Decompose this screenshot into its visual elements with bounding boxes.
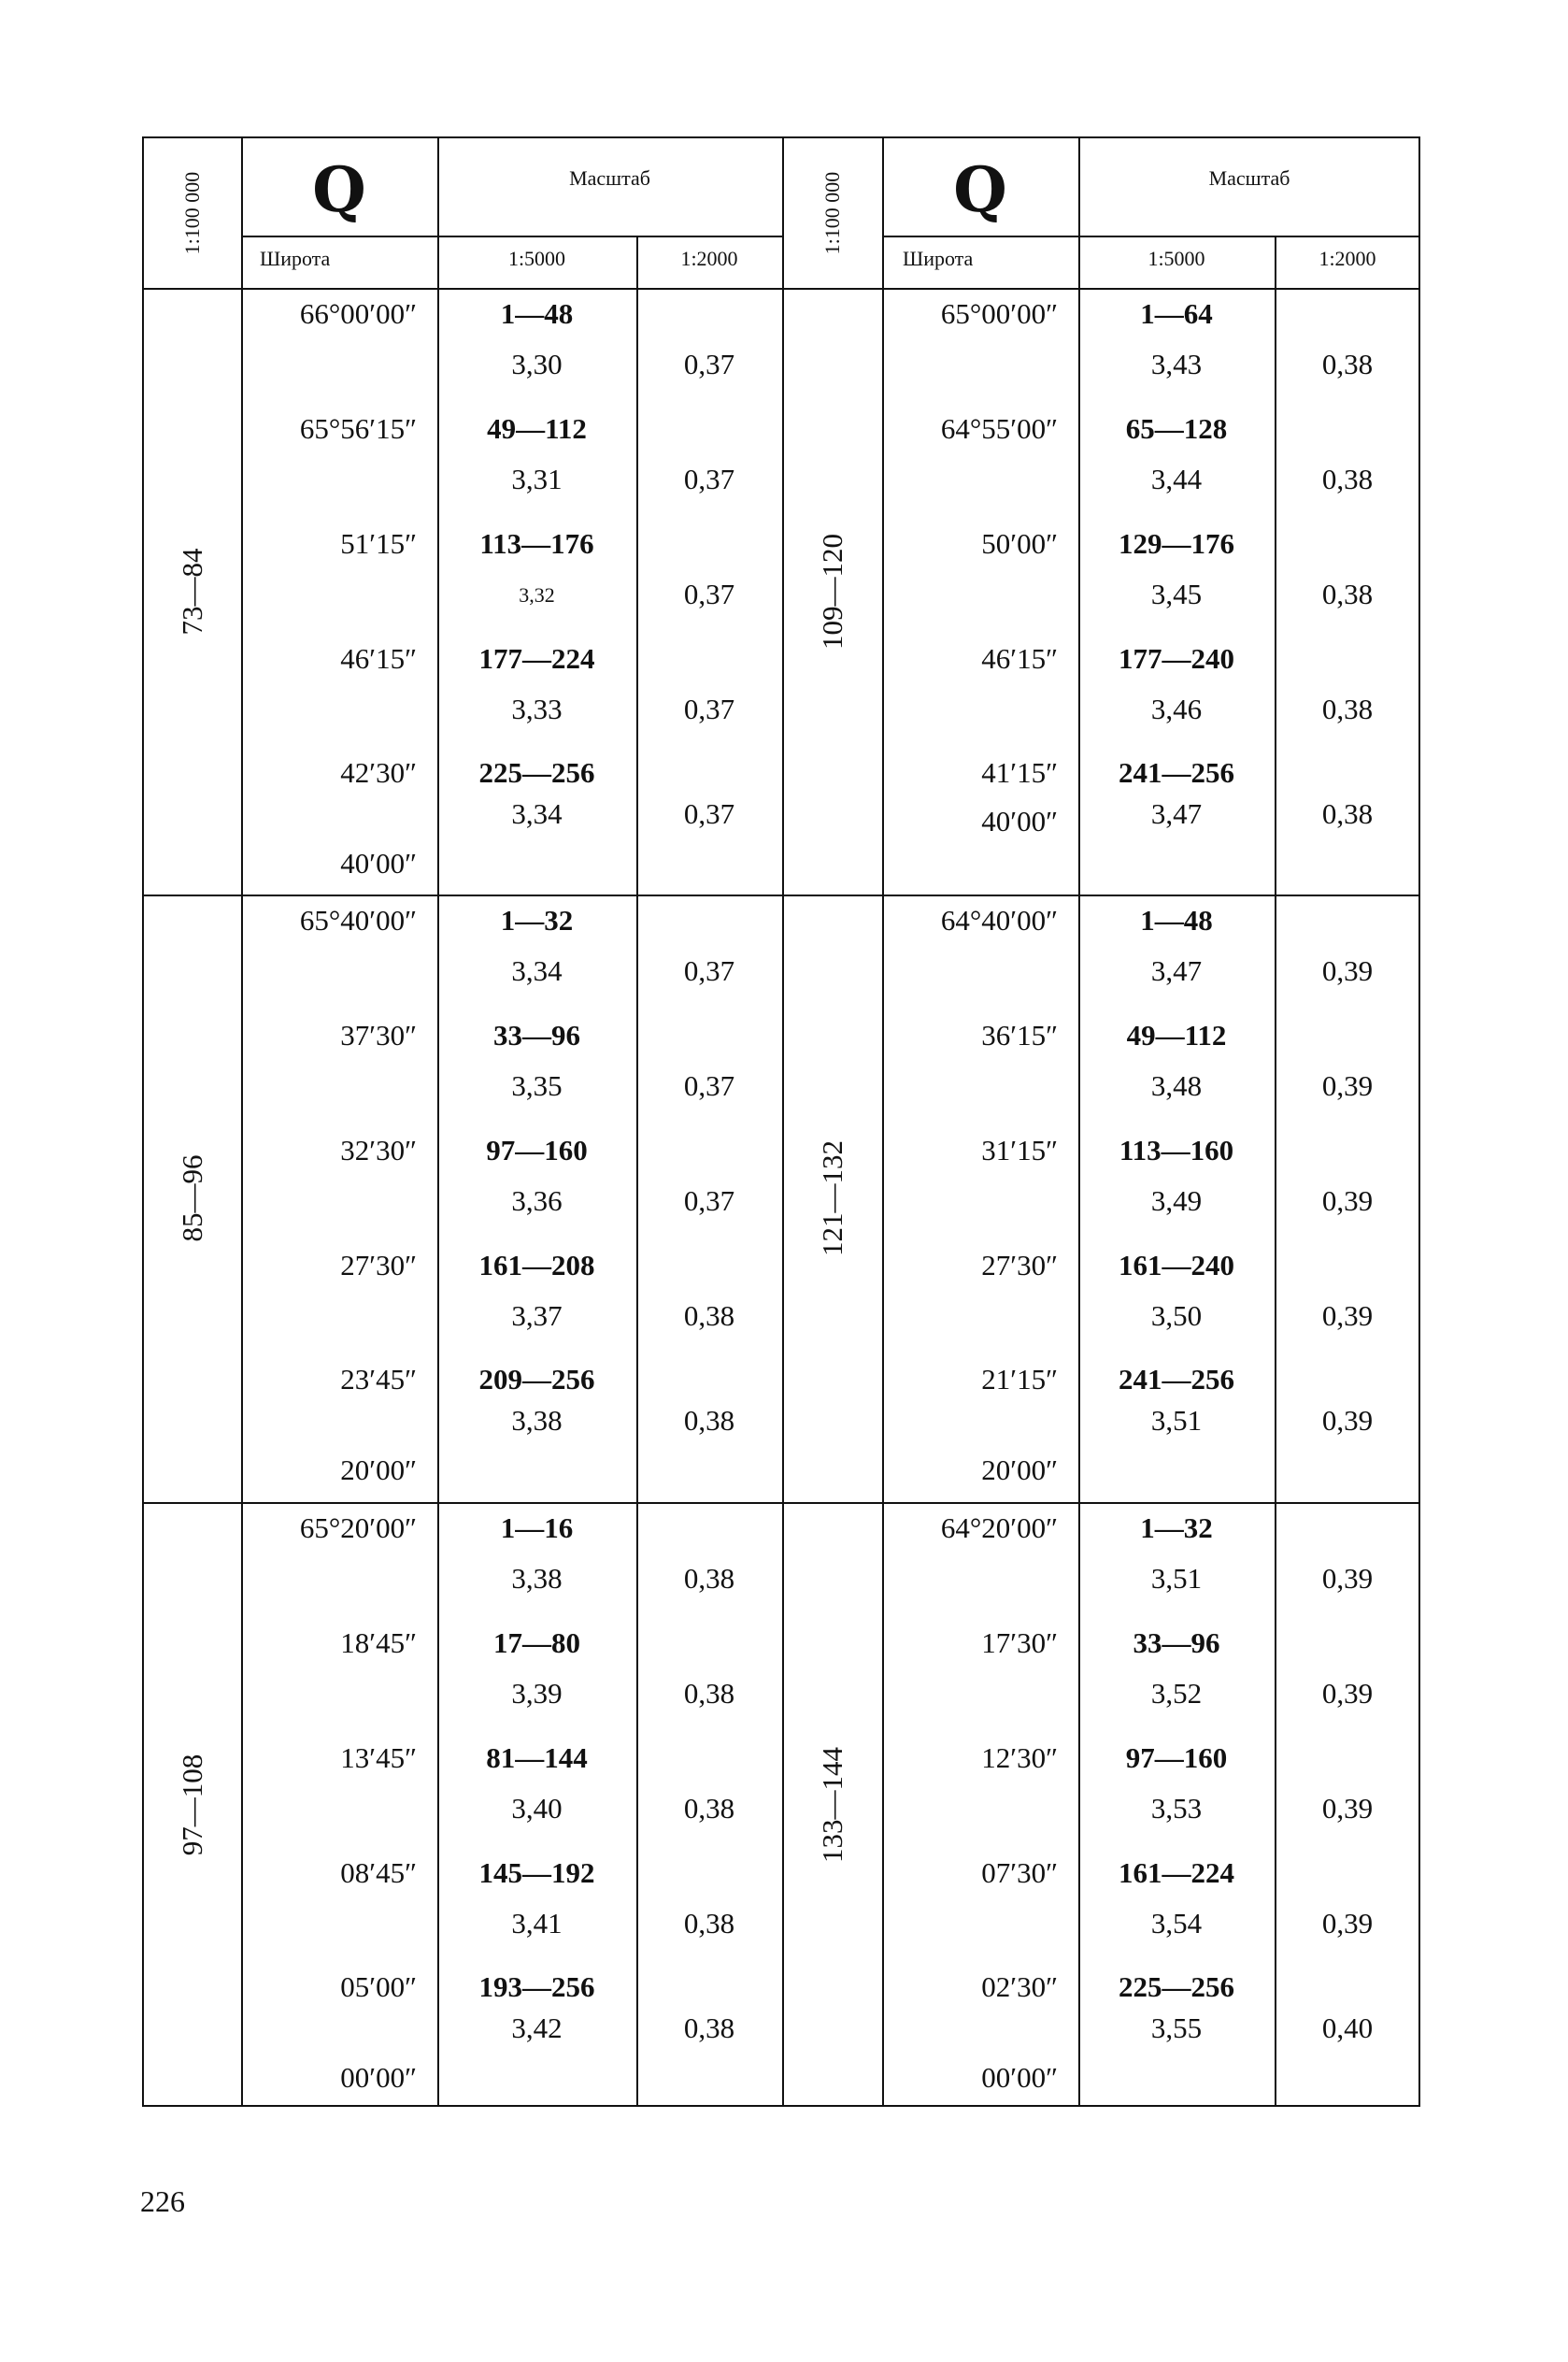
scale-100000-label: 1:100 000	[180, 171, 204, 255]
scale-5000-value: 3,52	[1150, 1677, 1203, 1710]
scale-5000-header: 1:5000	[1147, 247, 1205, 270]
scale-100000-header	[782, 138, 882, 288]
sheet-range: 33—96	[1133, 1626, 1220, 1659]
scale-2000-value: 0,38	[683, 1677, 735, 1710]
scale-5000-value: 3,39	[511, 1677, 563, 1710]
q-symbol: Q	[953, 153, 1007, 226]
header-divider	[882, 236, 1420, 237]
scale-5000-value: 3,49	[1150, 1184, 1203, 1217]
scale-2000-value: 0,38	[683, 2011, 735, 2044]
sheet-range: 113—176	[479, 527, 594, 560]
scale-2000-header: 1:2000	[680, 247, 738, 270]
scale-5000-value: 3,55	[1150, 2011, 1203, 2044]
sheet-range: 49—112	[1126, 1019, 1227, 1052]
scale-100000-label: 1:100 000	[820, 171, 844, 255]
block-range-cell	[782, 1502, 882, 2107]
sheet-range: 129—176	[1119, 527, 1234, 560]
scale-header: Масштаб	[1208, 166, 1290, 190]
latitude-value: 42′30″	[340, 756, 417, 789]
block-range: 109—120	[815, 533, 848, 650]
latitude-value: 64°40′00″	[940, 904, 1058, 937]
scale-2000-value: 0,39	[1321, 1069, 1374, 1102]
latitude-header: Широта	[260, 247, 331, 270]
latitude-end-value: 40′00″	[340, 847, 417, 880]
sheet-range: 241—256	[1119, 756, 1234, 789]
coordinate-table	[142, 136, 1420, 2107]
scale-2000-value: 0,39	[1321, 1677, 1374, 1710]
sheet-range: 113—160	[1119, 1134, 1234, 1167]
sheet-range: 177—240	[1119, 642, 1234, 675]
scale-100000-header	[144, 138, 241, 288]
latitude-value: 31′15″	[981, 1134, 1058, 1167]
sheet-range: 177—224	[478, 642, 595, 675]
scale-5000-value: 3,38	[511, 1562, 563, 1595]
scale-2000-value: 0,38	[1321, 797, 1374, 830]
scale-2000-value: 0,39	[1321, 1792, 1374, 1825]
sheet-range: 49—112	[487, 412, 587, 445]
sheet-range: 97—160	[486, 1134, 588, 1167]
scale-5000-value: 3,47	[1150, 954, 1203, 987]
scale-5000-value: 3,41	[511, 1907, 563, 1940]
sheet-range: 145—192	[478, 1856, 595, 1889]
scale-5000-value: 3,48	[1150, 1069, 1203, 1102]
scale-2000-value: 0,39	[1321, 1299, 1374, 1332]
scale-2000-value: 0,38	[683, 1907, 735, 1940]
latitude-value: 02′30″	[981, 1970, 1058, 2003]
latitude-value: 13′45″	[340, 1741, 417, 1774]
latitude-value: 50′00″	[981, 527, 1058, 560]
latitude-value: 51′15″	[340, 527, 417, 560]
sheet-range: 33—96	[493, 1019, 580, 1052]
block-range: 133—144	[815, 1746, 848, 1863]
block-range-cell	[144, 288, 241, 895]
scale-5000-value: 3,30	[511, 348, 563, 380]
scale-2000-value: 0,39	[1321, 1907, 1374, 1940]
scale-2000-value: 0,38	[1321, 578, 1374, 610]
scale-5000-value: 3,32	[519, 583, 555, 607]
scale-2000-value: 0,39	[1321, 1404, 1374, 1437]
latitude-end-value: 00′00″	[981, 2061, 1058, 2094]
latitude-end-value: 40′00″	[981, 805, 1058, 837]
scale-2000-value: 0,37	[683, 1184, 735, 1217]
scale-2000-value: 0,37	[683, 954, 735, 987]
scale-5000-value: 3,53	[1150, 1792, 1203, 1825]
block-range: 73—84	[176, 548, 208, 635]
scale-5000-value: 3,38	[511, 1404, 563, 1437]
latitude-value: 23′45″	[340, 1363, 417, 1396]
scale-2000-value: 0,38	[683, 1299, 735, 1332]
latitude-value: 07′30″	[981, 1856, 1058, 1889]
latitude-value: 36′15″	[981, 1019, 1058, 1052]
sheet-range: 225—256	[478, 756, 595, 789]
sheet-range: 1—48	[500, 297, 574, 330]
scale-2000-value: 0,39	[1321, 954, 1374, 987]
latitude-end-value: 00′00″	[340, 2061, 417, 2094]
latitude-value: 32′30″	[340, 1134, 417, 1167]
scale-2000-header: 1:2000	[1319, 247, 1376, 270]
latitude-value: 65°00′00″	[940, 297, 1058, 330]
scale-header: Масштаб	[569, 166, 650, 190]
scale-5000-header: 1:5000	[507, 247, 566, 270]
latitude-value: 27′30″	[981, 1249, 1058, 1281]
scale-2000-value: 0,37	[683, 797, 735, 830]
scale-5000-value: 3,34	[511, 954, 563, 987]
scale-5000-value: 3,43	[1150, 348, 1203, 380]
sheet-range: 1—64	[1140, 297, 1213, 330]
scale-5000-value: 3,33	[511, 693, 563, 725]
scale-2000-value: 0,37	[683, 578, 735, 610]
latitude-header: Широта	[903, 247, 974, 270]
sheet-range: 161—208	[478, 1249, 595, 1281]
scale-2000-value: 0,38	[1321, 463, 1374, 495]
block-range-cell	[144, 895, 241, 1502]
sheet-range: 97—160	[1125, 1741, 1228, 1774]
sheet-range: 225—256	[1119, 1970, 1234, 2003]
scale-2000-value: 0,39	[1321, 1562, 1374, 1595]
scale-5000-value: 3,40	[511, 1792, 563, 1825]
scale-2000-value: 0,38	[683, 1404, 735, 1437]
latitude-value: 18′45″	[340, 1626, 417, 1659]
block-range: 97—108	[176, 1754, 208, 1855]
scale-5000-value: 3,51	[1150, 1562, 1203, 1595]
sheet-range: 161—240	[1119, 1249, 1234, 1281]
sheet-range: 17—80	[493, 1626, 580, 1659]
scale-5000-value: 3,42	[511, 2011, 563, 2044]
latitude-value: 46′15″	[981, 642, 1058, 675]
scale-2000-value: 0,37	[683, 348, 735, 380]
scale-2000-value: 0,39	[1321, 1184, 1374, 1217]
latitude-value: 08′45″	[340, 1856, 417, 1889]
block-range-cell	[782, 288, 882, 895]
scale-2000-value: 0,37	[683, 1069, 735, 1102]
scale-2000-value: 0,37	[683, 693, 735, 725]
latitude-value: 41′15″	[981, 756, 1058, 789]
sheet-range: 161—224	[1119, 1856, 1234, 1889]
latitude-end-value: 20′00″	[340, 1453, 417, 1486]
latitude-value: 64°20′00″	[940, 1511, 1058, 1544]
scale-5000-value: 3,37	[511, 1299, 563, 1332]
scale-2000-value: 0,38	[1321, 693, 1374, 725]
latitude-value: 12′30″	[981, 1741, 1058, 1774]
scale-2000-value: 0,37	[683, 463, 735, 495]
q-symbol: Q	[312, 153, 366, 226]
scale-2000-value: 0,38	[683, 1562, 735, 1595]
latitude-end-value: 20′00″	[981, 1453, 1058, 1486]
block-range-cell	[782, 895, 882, 1502]
scale-5000-value: 3,44	[1150, 463, 1203, 495]
sheet-range: 65—128	[1125, 412, 1228, 445]
sheet-range: 241—256	[1119, 1363, 1234, 1396]
block-range: 85—96	[176, 1154, 208, 1242]
sheet-range: 1—16	[500, 1511, 574, 1544]
scale-2000-value: 0,38	[683, 1792, 735, 1825]
block-range: 121—132	[815, 1140, 848, 1256]
sheet-range: 1—32	[1140, 1511, 1213, 1544]
block-range-cell	[144, 1502, 241, 2107]
page-number: 226	[140, 2184, 185, 2218]
scale-5000-value: 3,31	[511, 463, 563, 495]
scale-5000-value: 3,46	[1150, 693, 1203, 725]
sheet-range: 81—144	[486, 1741, 588, 1774]
sheet-range: 209—256	[478, 1363, 595, 1396]
latitude-value: 05′00″	[340, 1970, 417, 2003]
latitude-value: 65°40′00″	[299, 904, 417, 937]
latitude-value: 65°20′00″	[299, 1511, 417, 1544]
latitude-value: 65°56′15″	[299, 412, 417, 445]
scale-5000-value: 3,34	[511, 797, 563, 830]
latitude-value: 27′30″	[340, 1249, 417, 1281]
scale-5000-value: 3,36	[511, 1184, 563, 1217]
scale-5000-value: 3,54	[1150, 1907, 1203, 1940]
latitude-value: 17′30″	[981, 1626, 1058, 1659]
latitude-value: 37′30″	[340, 1019, 417, 1052]
scale-2000-value: 0,38	[1321, 348, 1374, 380]
sheet-range: 1—48	[1140, 904, 1213, 937]
scale-5000-value: 3,50	[1150, 1299, 1203, 1332]
sheet-range: 1—32	[500, 904, 574, 937]
scale-5000-value: 3,51	[1150, 1404, 1203, 1437]
latitude-value: 64°55′00″	[940, 412, 1058, 445]
scale-2000-value: 0,40	[1321, 2011, 1374, 2044]
latitude-value: 46′15″	[340, 642, 417, 675]
latitude-value: 66°00′00″	[299, 297, 417, 330]
sheet-range: 193—256	[478, 1970, 595, 2003]
scale-5000-value: 3,47	[1150, 797, 1203, 830]
scale-5000-value: 3,35	[511, 1069, 563, 1102]
header-divider	[241, 236, 782, 237]
scale-5000-value: 3,45	[1150, 578, 1203, 610]
latitude-value: 21′15″	[981, 1363, 1058, 1396]
